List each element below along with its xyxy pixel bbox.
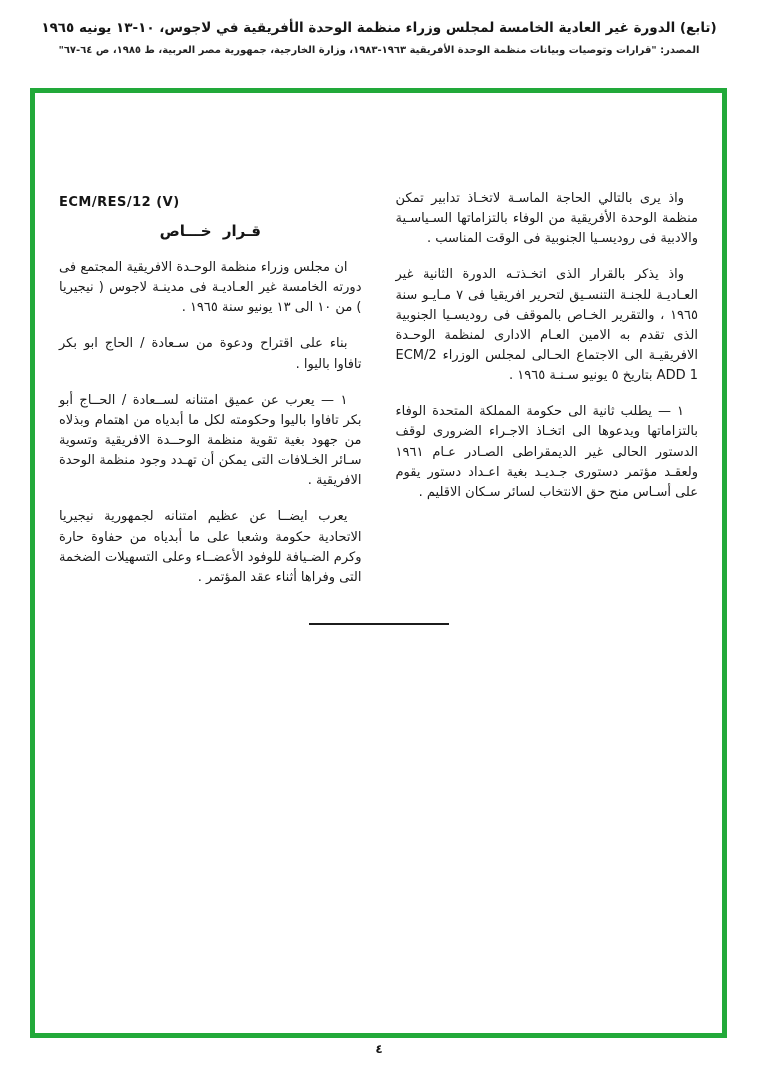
- paragraph: يعرب ايضــا عن عظيم امتنانه لجمهورية نيجيريا الاتحادية حكومة وشعبا على ما أبدياه من حفاوة حارة وكرم الضـيافة للوفود الأعضــاء وعلى التسهيلات الضخمة التى وفراها أثناء عقد المؤتمر .: [59, 509, 362, 585]
- green-frame: [30, 88, 727, 1038]
- paragraph: بناء على اقتراح ودعوة من سـعادة / الحاج ابو بكر تافاوا باليوا .: [59, 336, 362, 372]
- section-divider: [309, 623, 449, 625]
- header-source: المصدر: "قرارات وتوصيات وبيانات منظمة الوحدة الأفريقية ١٩٦٣-١٩٨٣، وزارة الخارجية، جمهورية مصر العربية، ط ١٩٨٥، ص ٦٤-٦٧": [58, 45, 700, 56]
- paragraph: ان مجلس وزراء منظمة الوحـدة الافريقية المجتمع فى دورته الخامسة غير العـاديـة فى مدينـة لاجوس ( نيجيريا ) من ١٠ الى ١٣ يونيو سنة ١٩٦٥ .: [59, 260, 362, 316]
- right-column: [396, 189, 699, 604]
- paragraph: واذ يرى بالتالي الحاجة الماسـة لاتخـاذ تدابير تمكن منظمة الوحدة الأفريقية من الوفاء بالتزاماتها السـياسـية والادبية فى روديسـيا الجنوبية فى الوقت المناسب .: [395, 191, 698, 247]
- paragraph: ١ — يطلب ثانية الى حكومة المملكة المتحدة الوفاء بالتزاماتها ويدعوها الى اتخـاذ الاجـراء الضرورى لوقف الدستور الحالى غير الديمقراطى الصـادر عـام ١٩٦١ ولعقـد مؤتمر دستورى جـديـد بغية اعـداد دستور يقوم على أسـاس منح حق الانتخاب لسائر سـكان الاقليم .: [395, 404, 698, 500]
- page-number: ٤: [375, 1042, 383, 1056]
- header-title: (تابع) الدورة غير العادية الخامسة لمجلس وزراء منظمة الوحدة الأفريقية في لاجوس، ١٠-١٣ يونيه ١٩٦٥: [41, 20, 717, 36]
- resolution-heading: قـرار خـــاص: [159, 222, 261, 240]
- page-header: [0, 20, 758, 56]
- resolution-reference: ECM/RES/12 (V): [59, 195, 180, 210]
- paragraph: واذ يذكر بالقرار الذى اتخـذتـه الدورة الثانية غير العـاديـة للجنـة التنسـيق لتحرير افريقيا فى ٧ مـايـو سنة ١٩٦٥ ، والتقرير الخـاص بالموقف فى روديسـيا الجنوبية الذى تقدم به الامين العـام الادارى لمنظمة الوحـدة الافريقيـة الى الاجتماع الحـالى لمجلس الوزراء ECM/2 ADD 1 بتاريخ ٥ يونيو سـنـة ١٩٦٥ .: [395, 267, 698, 384]
- paragraph: ١ — يعرب عن عميق امتنانه لســعادة / الحــاج أبو بكر تافاوا باليوا وحكومته لكل ما أبدياه من اهتمام وبذلاه من جهود بغية تقوية منظمة الوحــدة الافريقية وتسوية سـائر الخـلافات التى يمكن أن تهـدد وجود منظمة الوحدة الافريقية .: [59, 392, 362, 489]
- left-column: [59, 189, 362, 604]
- text-columns: [59, 189, 698, 604]
